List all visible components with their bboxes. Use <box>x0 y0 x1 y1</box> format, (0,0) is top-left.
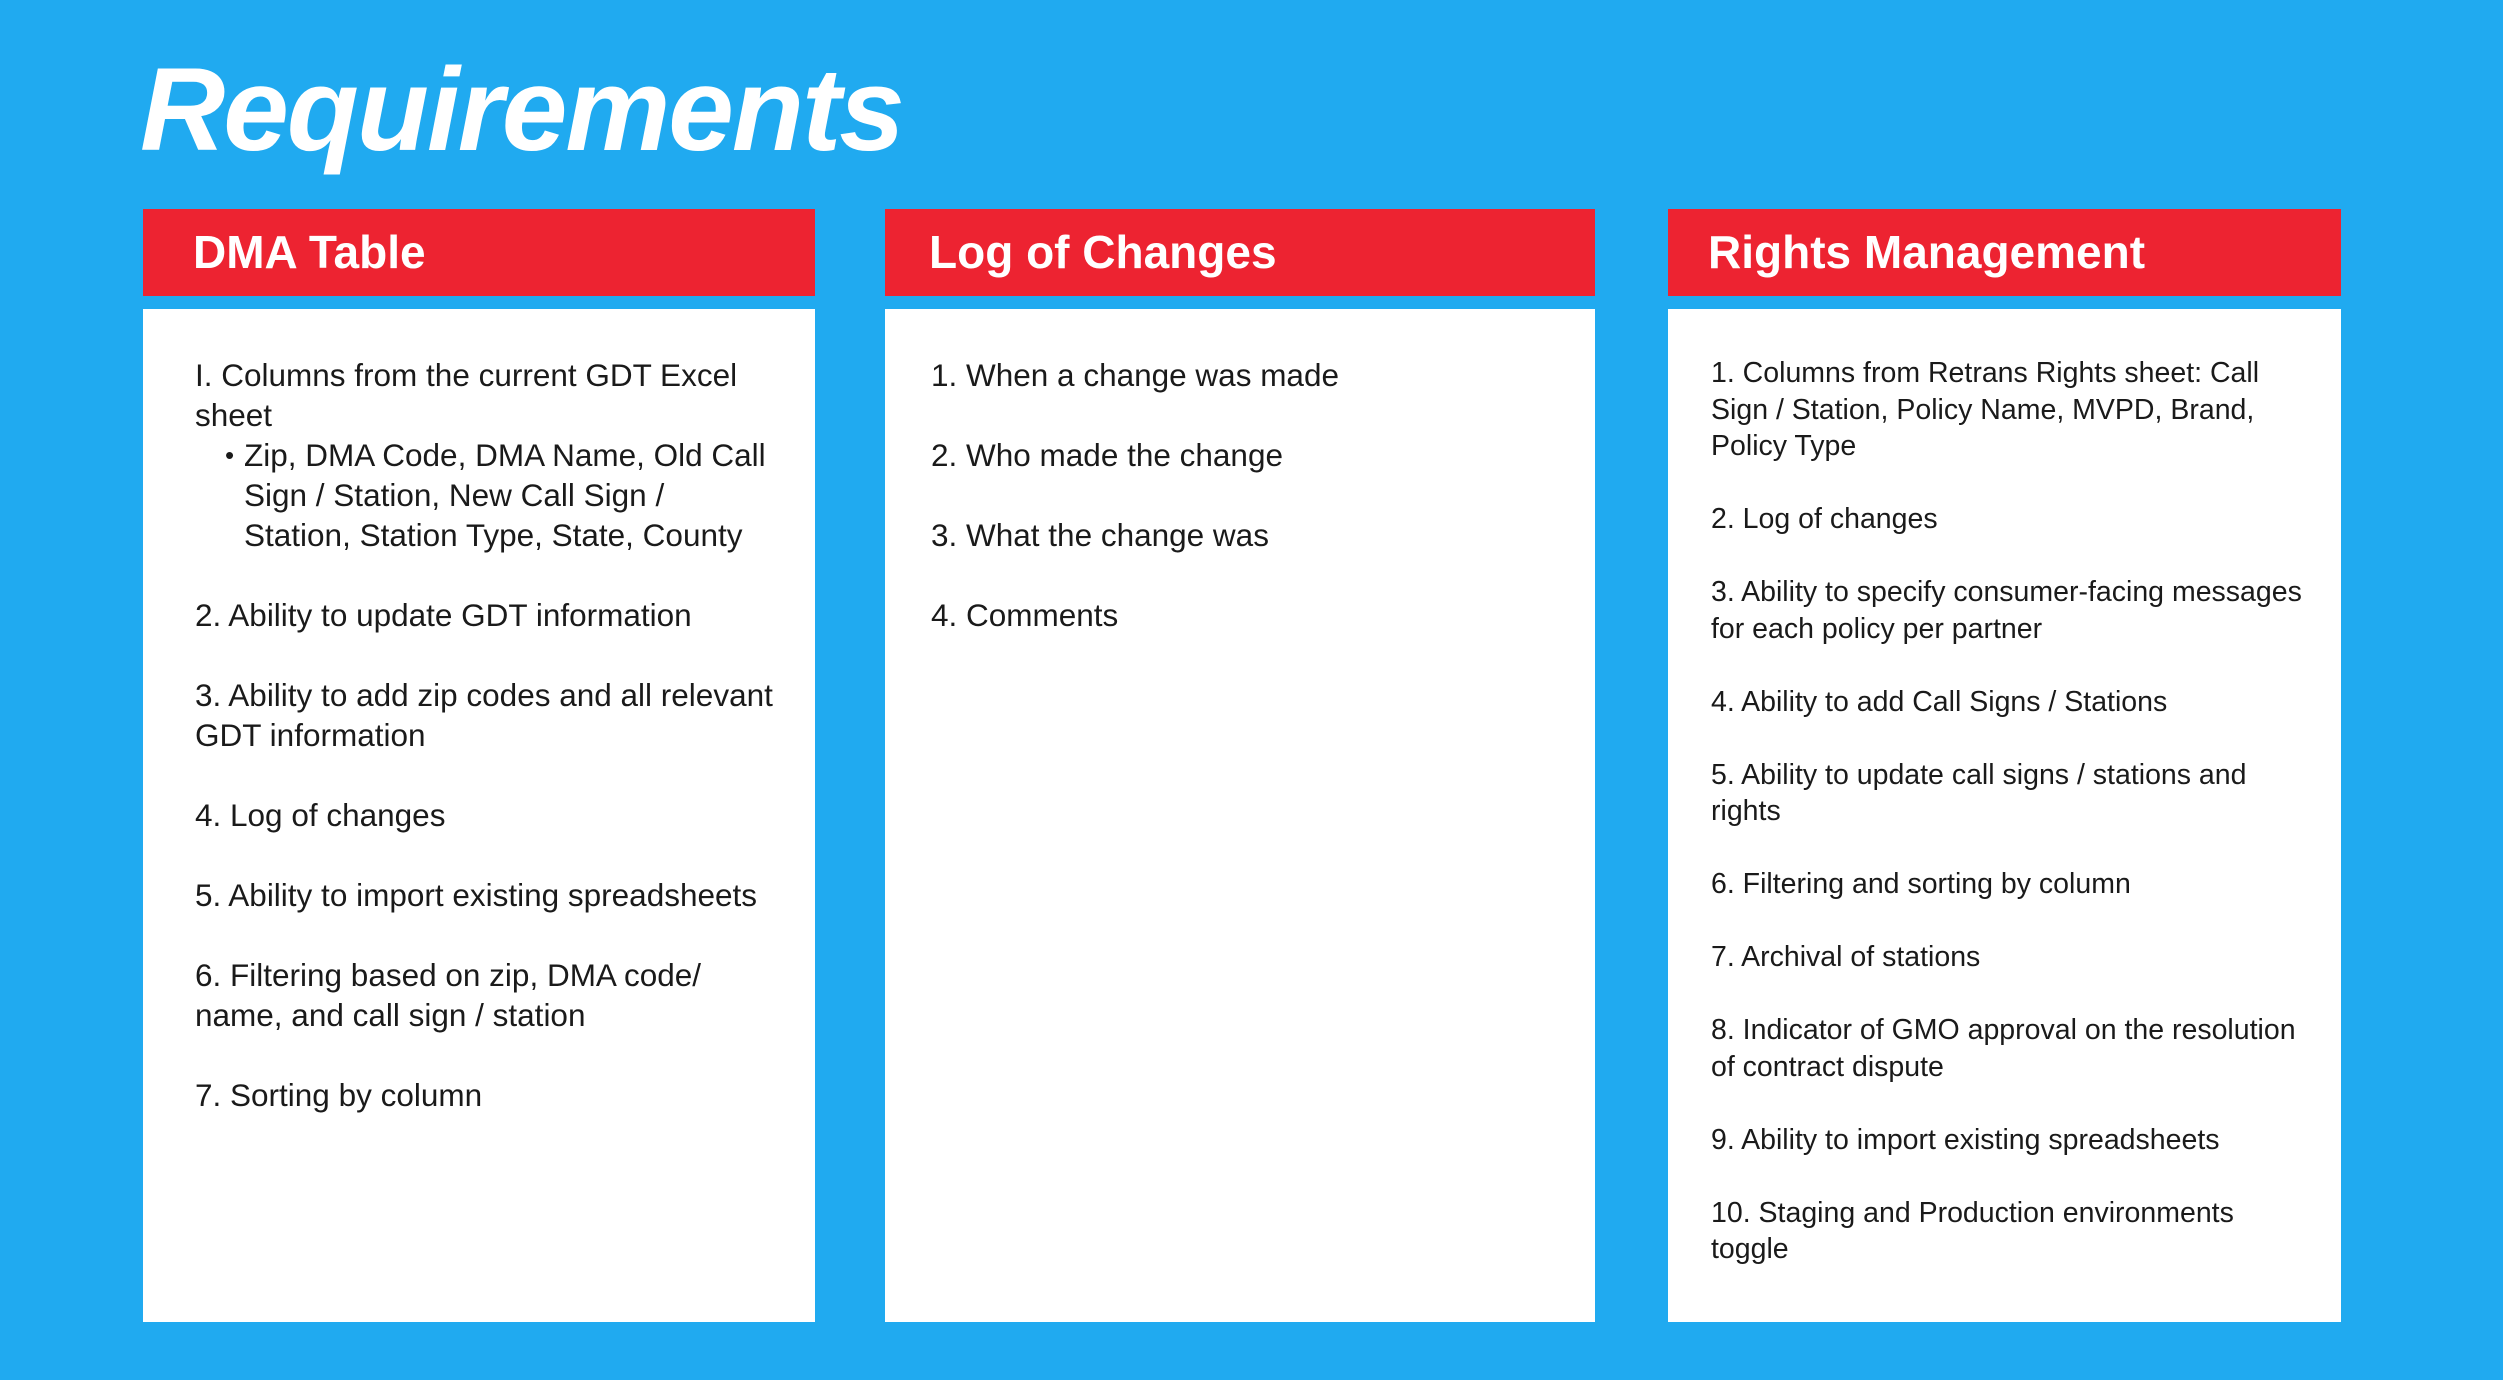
list-item: 3. What the change was <box>931 517 1269 553</box>
log-of-changes-header: Log of Changes <box>885 209 1595 296</box>
list-item: 7. Archival of stations <box>1711 941 1981 973</box>
list-item <box>195 355 775 555</box>
list-item: 2. Ability to update GDT information <box>195 597 692 633</box>
log-of-changes-list <box>931 355 1555 635</box>
dma-table-list <box>195 355 775 1115</box>
list-item: 3. Ability to specify consumer-facing messages for each policy per partner <box>1711 576 2302 645</box>
dma-table-card <box>143 309 815 1322</box>
list-item-text: I. Columns from the current GDT Excel sheet <box>195 357 738 433</box>
list-item: 2. Who made the change <box>931 437 1283 473</box>
sub-list-item: • Zip, DMA Code, DMA Name, Old Call Sign / Station, New Call Sign / Station, Station Type, State, County <box>225 435 775 555</box>
sub-list <box>195 435 775 555</box>
list-item: 6. Filtering based on zip, DMA code/ name, and call sign / station <box>195 957 702 1033</box>
list-item: 4. Ability to add Call Signs / Stations <box>1711 685 2168 718</box>
list-item: 1. Columns from Retrans Rights sheet: Call Sign / Station, Policy Name, MVPD, Brand, Policy Type <box>1711 357 2260 462</box>
list-item: 1. When a change was made <box>931 357 1339 393</box>
dma-table-header: DMA Table <box>143 209 815 296</box>
list-item: 4. Log of changes <box>195 797 446 833</box>
list-item: 3. Ability to add zip codes and all relevant GDT information <box>195 677 773 753</box>
list-item: 9. Ability to import existing spreadsheets <box>1711 1123 2220 1156</box>
list-item: 5. Ability to update call signs / stations and rights <box>1711 758 2247 827</box>
list-item: 8. Indicator of GMO approval on the resolution of contract dispute <box>1711 1014 2296 1083</box>
rights-management-list <box>1711 355 2311 1268</box>
list-item: 10. Staging and Production environments toggle <box>1711 1196 2234 1265</box>
rights-management-card <box>1668 309 2341 1322</box>
list-item: 4. Comments <box>931 597 1119 633</box>
list-item: 6. Filtering and sorting by column <box>1711 868 2131 900</box>
list-item: 5. Ability to import existing spreadsheets <box>195 877 758 913</box>
rights-management-header: Rights Management <box>1668 209 2341 296</box>
page-title: Requirements <box>140 44 903 176</box>
log-of-changes-card <box>885 309 1595 1322</box>
list-item: 7. Sorting by column <box>195 1077 483 1113</box>
list-item: 2. Log of changes <box>1711 503 1938 535</box>
